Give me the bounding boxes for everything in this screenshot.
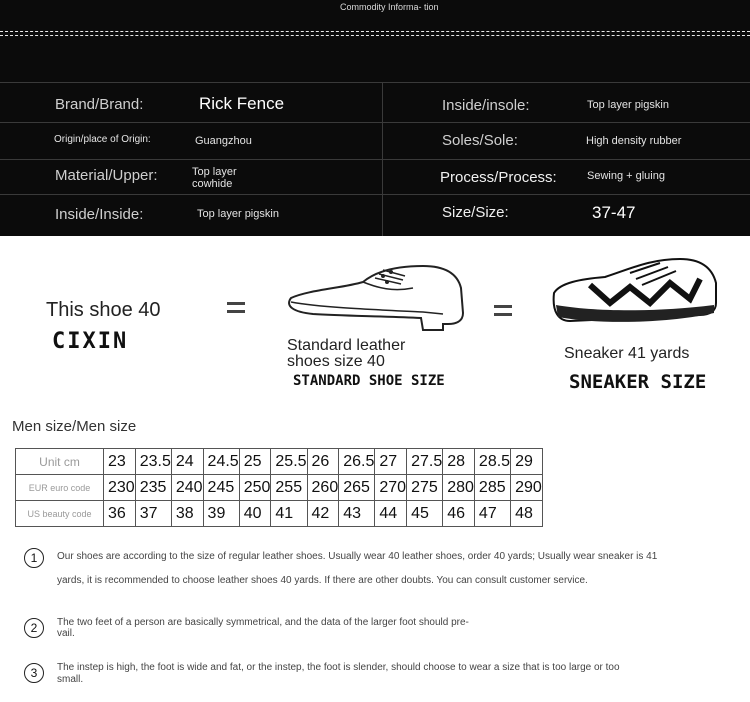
table-cell: 45 [407,501,443,527]
table-cell: 25.5 [271,449,307,475]
size-value: 37-47 [592,203,636,222]
size-label: Size/Size: [442,204,509,221]
table-cell: 26 [307,449,339,475]
sole-label: Soles/Sole: [442,132,518,149]
inside-value: Top layer pigskin [197,208,279,220]
table-cell: 37 [135,501,171,527]
table-cell: 29 [511,449,543,475]
grid-line [0,159,750,160]
grid-line [0,122,750,123]
table-cell: 23.5 [135,449,171,475]
table-cell: 38 [171,501,203,527]
sneaker-icon [550,253,720,333]
standard-label-2: shoes size 40 [287,353,385,370]
table-cell: 270 [375,475,407,501]
table-cell: 255 [271,475,307,501]
table-cell: 28 [443,449,475,475]
table-cell: 275 [407,475,443,501]
brand-value: Rick Fence [199,94,285,113]
table-row [16,501,543,527]
table-cell: 44 [375,501,407,527]
commodity-info-title: Commodity Informa- tion [340,2,439,12]
row-header: Unit cm [16,449,104,475]
table-cell: 48 [511,501,543,527]
table-cell: 23 [104,449,136,475]
note-text-line: The two feet of a person are basically symmetrical, and the data of the larger foot should pre- [57,617,469,628]
sneaker-label: Sneaker 41 yards [564,345,690,362]
sole-value: High density rubber [586,135,682,147]
grid-line [0,82,750,83]
origin-value: Guangzhou [195,135,252,147]
table-cell: 39 [203,501,239,527]
table-cell: 41 [271,501,307,527]
origin-label: Origin/place of Origin: [54,134,151,145]
table-cell: 250 [239,475,271,501]
process-value: Sewing + gluing [587,170,665,182]
grid-line [0,194,750,195]
note-number: 1 [24,548,44,568]
standard-label-1: Standard leather [287,337,406,354]
table-cell: 27 [375,449,407,475]
table-cell: 46 [443,501,475,527]
commodity-info-panel [0,0,750,236]
table-cell: 230 [104,475,136,501]
insole-label: Inside/insole: [442,97,530,114]
note-text-line: yards, it is recommended to choose leather shoes 40 yards. If there are other doubts. You can consult customer service. [57,575,588,586]
table-cell: 25 [239,449,271,475]
table-cell: 240 [171,475,203,501]
note-text-line: The instep is high, the foot is wide and fat, or the instep, the foot is slender, should choose to wear a size that is too large or too [57,662,620,673]
note-text-line: Our shoes are according to the size of regular leather shoes. Usually wear 40 leather shoes, order 40 yards; Usually wear sneaker is 41 [57,551,658,562]
note-text-line: vail. [57,628,75,639]
table-cell: 290 [511,475,543,501]
size-table [15,448,543,527]
table-cell: 245 [203,475,239,501]
table-cell: 265 [339,475,375,501]
note-number: 2 [24,618,44,638]
table-cell: 28.5 [474,449,510,475]
standard-caption: STANDARD SHOE SIZE [293,373,445,389]
table-cell: 40 [239,501,271,527]
table-cell: 260 [307,475,339,501]
table-cell: 47 [474,501,510,527]
table-row [16,449,543,475]
grid-line [382,82,383,236]
size-table-title: Men size/Men size [12,418,137,435]
table-cell: 36 [104,501,136,527]
note-number: 3 [24,663,44,683]
insole-value: Top layer pigskin [587,99,669,111]
row-header: EUR euro code [16,475,104,501]
table-cell: 285 [474,475,510,501]
leather-shoe-icon [283,258,468,338]
this-shoe-label: This shoe 40 [46,299,161,321]
dashed-divider [0,35,750,36]
process-label: Process/Process: [440,169,557,186]
inside-label: Inside/Inside: [55,206,144,223]
table-cell: 24.5 [203,449,239,475]
equals-icon [494,305,512,321]
equals-icon [227,302,245,318]
brand-mark: CIXIN [52,329,129,354]
table-cell: 280 [443,475,475,501]
table-cell: 43 [339,501,375,527]
table-cell: 26.5 [339,449,375,475]
table-row [16,475,543,501]
table-cell: 24 [171,449,203,475]
note-text-line: small. [57,674,84,685]
upper-label: Material/Upper: [55,167,158,184]
table-cell: 235 [135,475,171,501]
table-cell: 42 [307,501,339,527]
sneaker-caption: SNEAKER SIZE [569,371,707,393]
brand-label: Brand/Brand: [55,96,144,113]
upper-value: Top layer cowhide [192,166,237,190]
dashed-divider [0,31,750,32]
row-header: US beauty code [16,501,104,527]
table-cell: 27.5 [407,449,443,475]
